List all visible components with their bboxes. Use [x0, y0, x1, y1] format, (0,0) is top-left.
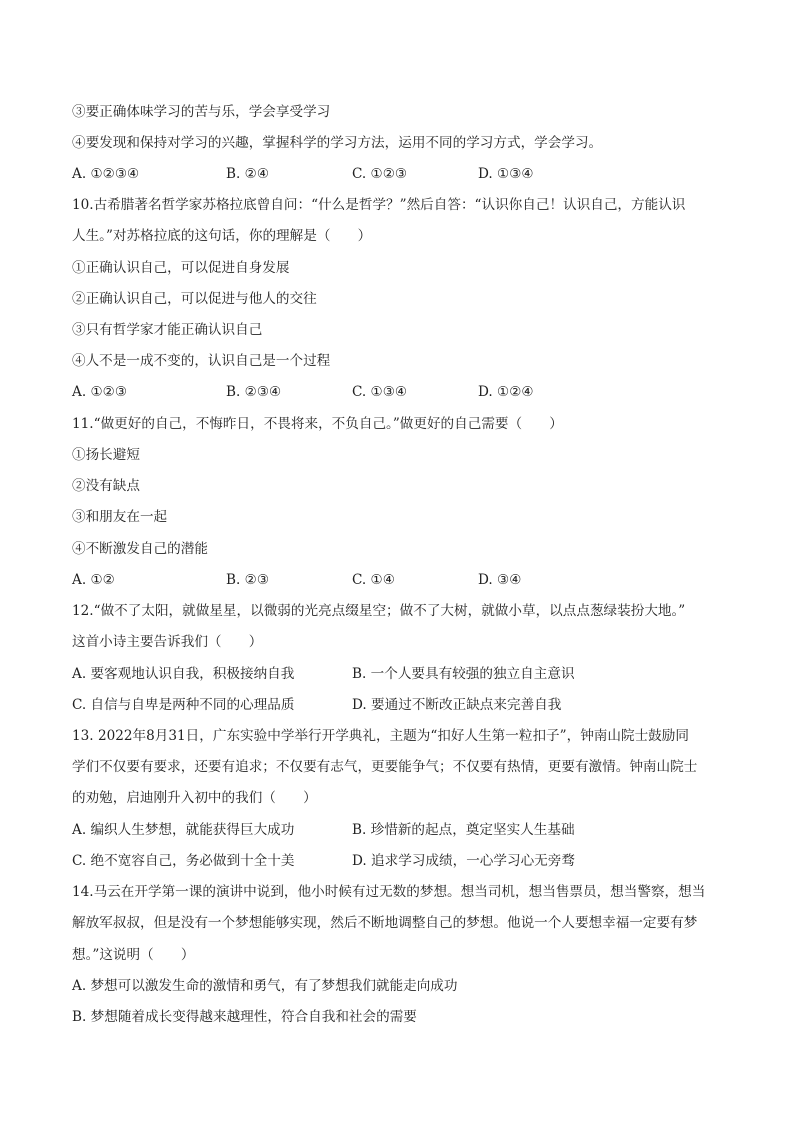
- q13-stem-line2: 学们不仅要有要求，还要有追求；不仅要有志气，更要能争气；不仅要有热情，更要有激情。钟南山院士: [72, 759, 698, 775]
- q10-option-b: B. ②③④: [226, 384, 282, 400]
- q10-statement-2: ②正确认识自己，可以促进与他人的交往: [72, 291, 317, 307]
- q10-statement-1: ①正确认识自己，可以促进自身发展: [72, 260, 290, 276]
- q9-option-a: A. ①②③④: [72, 166, 140, 182]
- q12-stem-line2: 这首小诗主要告诉我们（ ）: [72, 634, 263, 650]
- q12-option-c: C. 自信与自卑是两种不同的心理品质: [72, 697, 295, 713]
- q12-stem-line1: 12.“做不了太阳，就做星星，以微弱的光亮点缀星空；做不了大树，就做小草，以点点葱绿装扮大地。”: [72, 603, 686, 619]
- q11-statement-3: ③和朋友在一起: [72, 509, 168, 525]
- q13-option-d: D. 追求学习成绩，一心学习心无旁骛: [352, 853, 575, 869]
- q9-statement-3: ③要正确体味学习的苦与乐，学会享受学习: [72, 104, 331, 120]
- q11-statement-1: ①扬长避短: [72, 447, 140, 463]
- q13-stem-line1: 13. 2022年8月31日，广东实验中学举行开学典礼，主题为“扣好人生第一粒扣子”，钟南山院士鼓励同: [72, 728, 689, 744]
- q11-statement-2: ②没有缺点: [72, 478, 140, 494]
- q14-option-b: B. 梦想随着成长变得越来越理性，符合自我和社会的需要: [72, 1009, 417, 1025]
- q11-option-a: A. ①②: [72, 572, 115, 588]
- q14-stem-line3: 想。”这说明（ ）: [72, 947, 195, 963]
- q9-option-b: B. ②④: [226, 166, 270, 182]
- q13-option-b: B. 珍惜新的起点，奠定坚实人生基础: [352, 822, 575, 838]
- q12-option-a: A. 要客观地认识自我，积极接纳自我: [72, 666, 295, 682]
- q11-option-d: D. ③④: [478, 572, 522, 588]
- q12-option-d: D. 要通过不断改正缺点来完善自我: [352, 697, 562, 713]
- q11-option-b: B. ②③: [226, 572, 270, 588]
- q10-option-a: A. ①②③: [72, 384, 128, 400]
- q14-stem-line2: 解放军叔叔，但是没有一个梦想能够实现，然后不断地调整自己的梦想。他说一个人要想幸福一定要有梦: [72, 915, 698, 931]
- q14-stem-line1: 14.马云在开学第一课的演讲中说到，他小时候有过无数的梦想。想当司机，想当售票员，想当警察，想当: [72, 884, 706, 900]
- q10-stem-line2: 人生。”对苏格拉底的这句话，你的理解是（ ）: [72, 228, 372, 244]
- q14-option-a: A. 梦想可以激发生命的激情和勇气，有了梦想我们就能走向成功: [72, 978, 458, 994]
- q9-statement-4: ④要发现和保持对学习的兴趣，掌握科学的学习方法，运用不同的学习方式，学会学习。: [72, 135, 603, 151]
- q13-option-c: C. 绝不宽容自己，务必做到十全十美: [72, 853, 295, 869]
- q13-option-a: A. 编织人生梦想，就能获得巨大成功: [72, 822, 295, 838]
- q9-option-c: C. ①②③: [352, 166, 408, 182]
- q9-option-d: D. ①③④: [478, 166, 534, 182]
- q13-stem-line3: 的劝勉，启迪刚升入初中的我们（ ）: [72, 790, 317, 806]
- q10-option-d: D. ①②④: [478, 384, 534, 400]
- q11-stem: 11.“做更好的自己，不悔昨日，不畏将来，不负自己。”做更好的自己需要（ ）: [72, 416, 563, 432]
- q10-statement-3: ③只有哲学家才能正确认识自己: [72, 322, 263, 338]
- q11-statement-4: ④不断激发自己的潜能: [72, 541, 208, 557]
- q10-option-c: C. ①③④: [352, 384, 408, 400]
- q10-statement-4: ④人不是一成不变的，认识自己是一个过程: [72, 353, 331, 369]
- q12-option-b: B. 一个人要具有较强的独立自主意识: [352, 666, 575, 682]
- q11-option-c: C. ①④: [352, 572, 395, 588]
- q10-stem-line1: 10.古希腊著名哲学家苏格拉底曾自问：“什么是哲学？”然后自答：“认识你自己！认识自己，方能认识: [72, 197, 686, 213]
